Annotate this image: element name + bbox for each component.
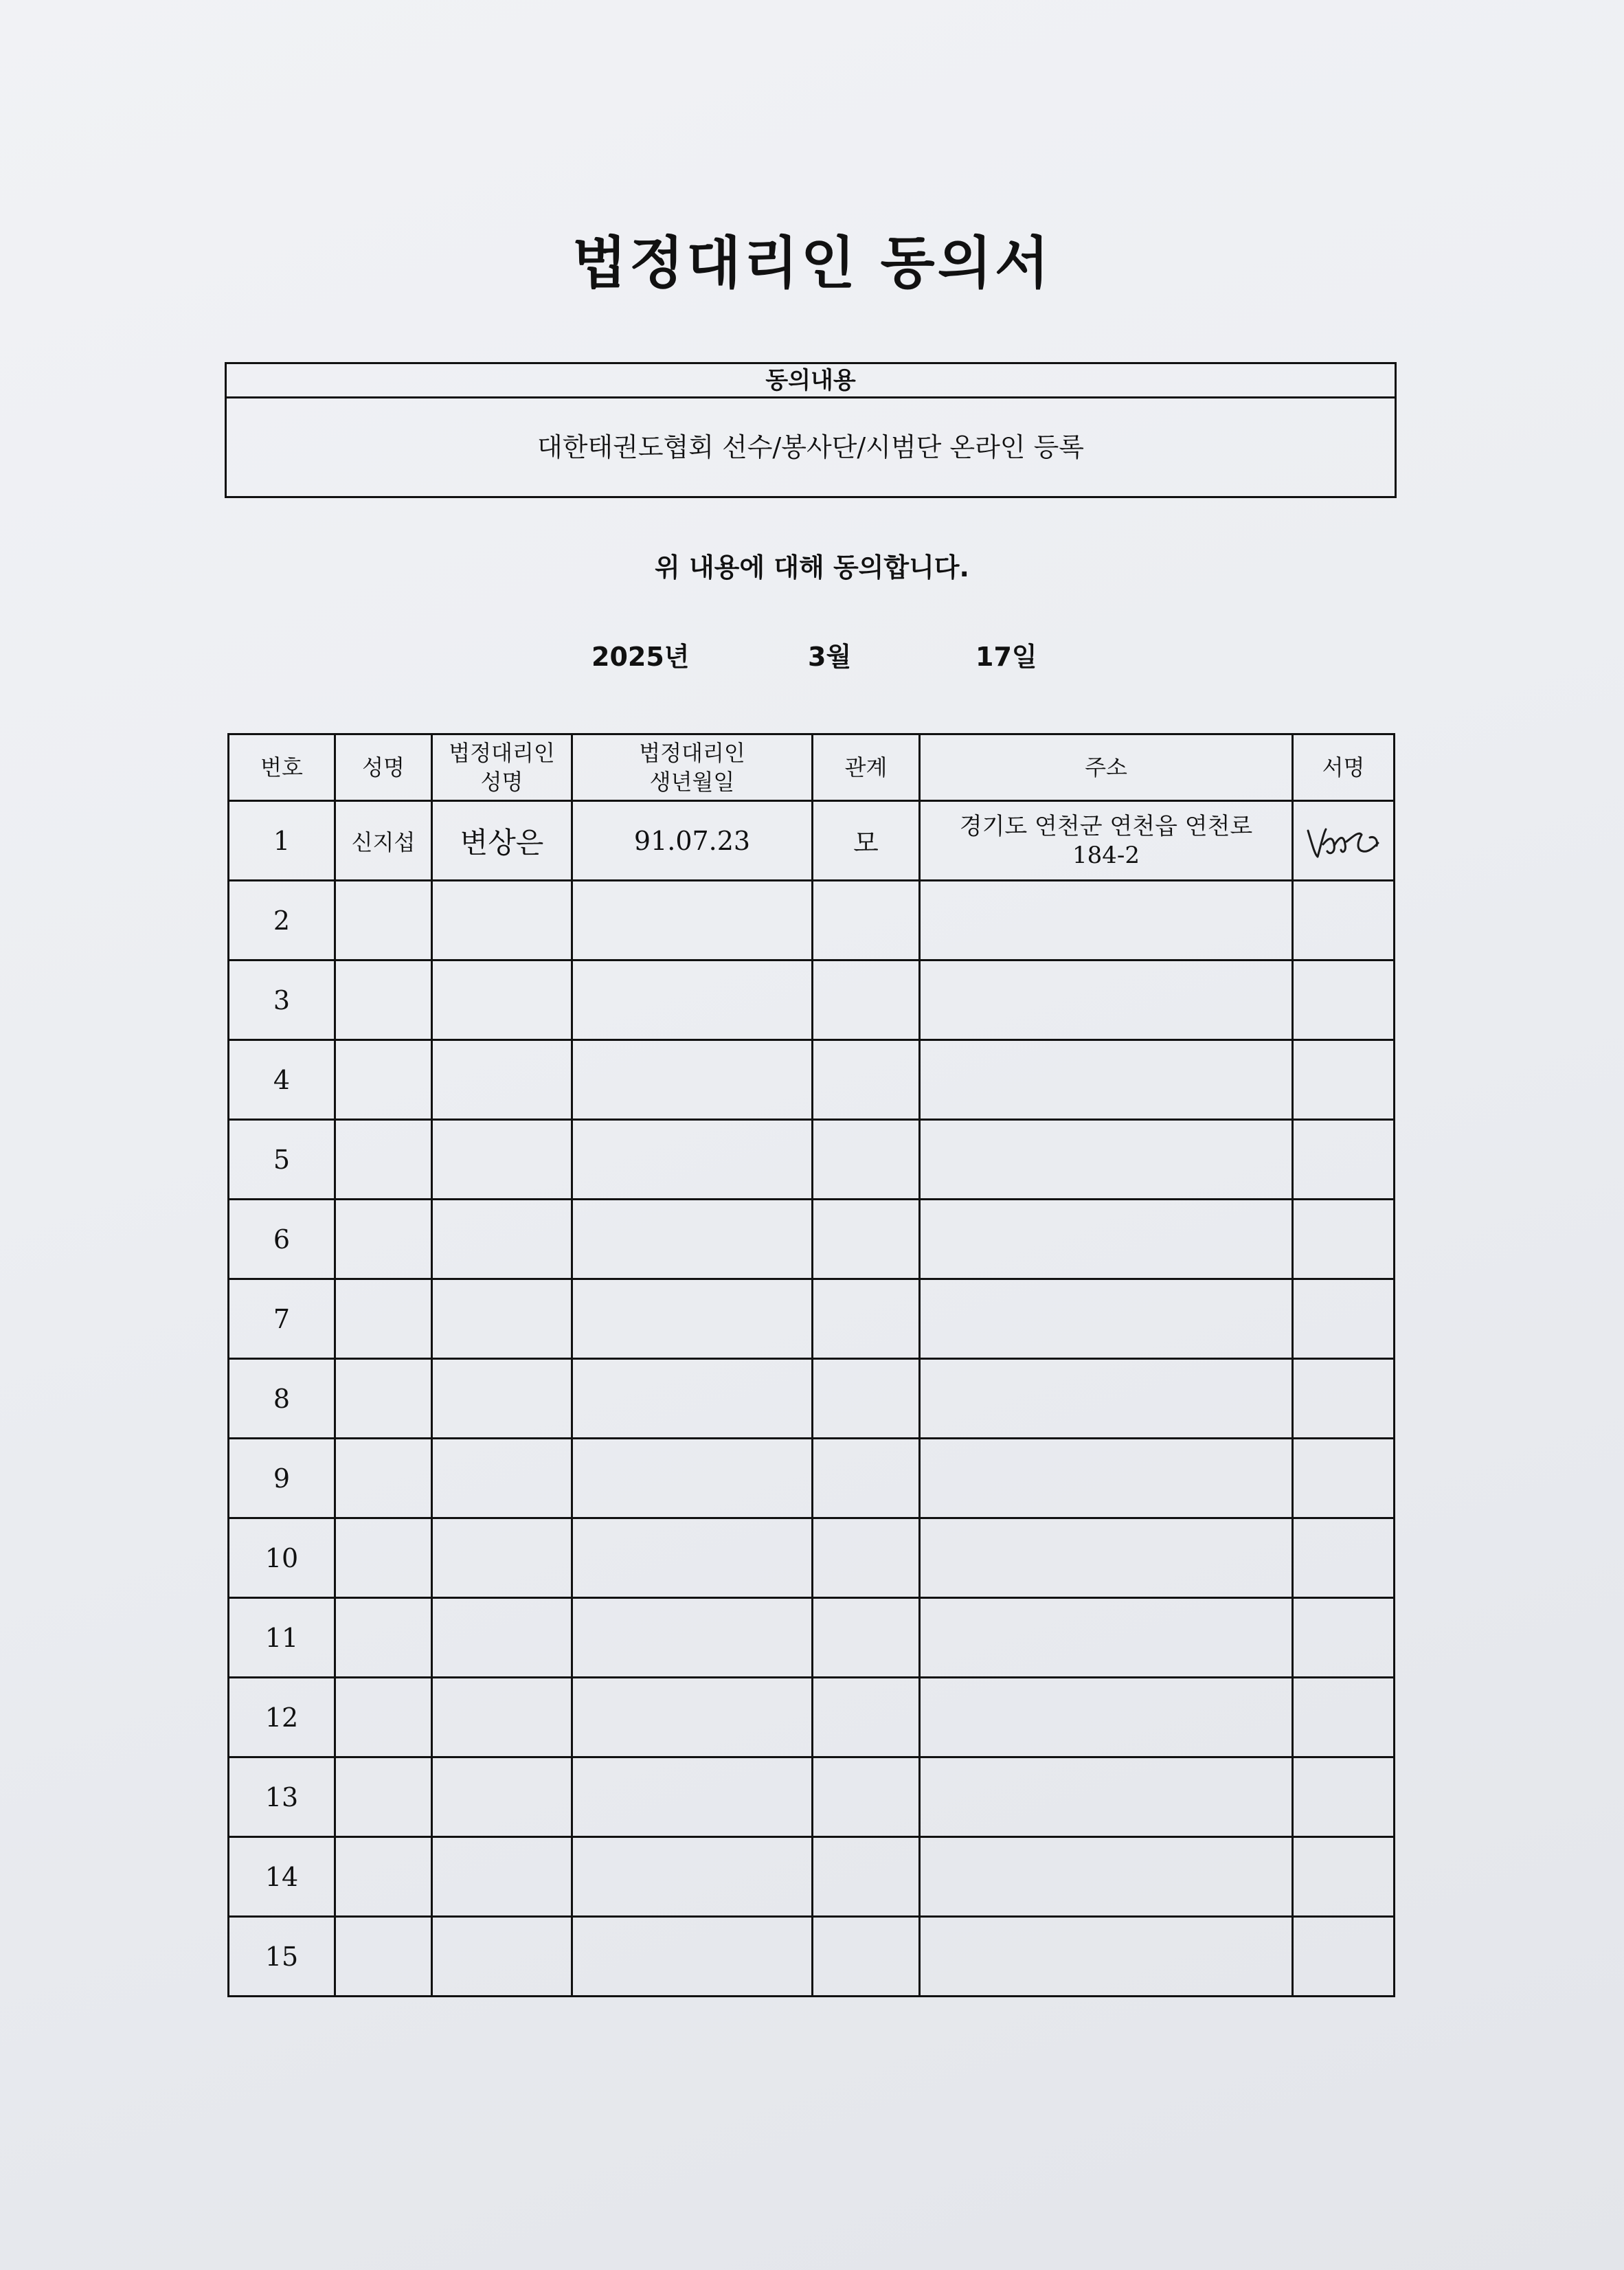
row-name — [335, 1439, 432, 1518]
row-name — [335, 960, 432, 1040]
date-year: 2025년 — [591, 642, 690, 672]
consent-box — [225, 362, 1397, 498]
table-header-row — [229, 734, 1395, 801]
header-signature: 서명 — [1293, 734, 1395, 801]
row-guardian-name — [432, 1120, 572, 1200]
header-guardian-birth — [572, 734, 813, 801]
row-guardian-name — [432, 881, 572, 960]
row-number: 3 — [229, 960, 335, 1040]
row-guardian-birth — [572, 1040, 813, 1120]
row-signature — [1293, 1757, 1395, 1837]
row-relation — [813, 1837, 920, 1917]
row-name — [335, 1917, 432, 1997]
row-number: 8 — [229, 1359, 335, 1439]
row-signature — [1293, 801, 1395, 881]
row-guardian-birth — [572, 881, 813, 960]
row-number: 11 — [229, 1598, 335, 1678]
row-number: 5 — [229, 1120, 335, 1200]
header-number: 번호 — [229, 734, 335, 801]
table-row — [229, 960, 1395, 1040]
row-guardian-name — [432, 1917, 572, 1997]
row-name — [335, 881, 432, 960]
header-address: 주소 — [920, 734, 1293, 801]
row-name — [335, 1678, 432, 1757]
row-number: 12 — [229, 1678, 335, 1757]
row-guardian-birth — [572, 1120, 813, 1200]
row-guardian-name — [432, 1837, 572, 1917]
date-day: 17일 — [975, 642, 1037, 672]
row-guardian-name — [432, 1040, 572, 1120]
row-number: 10 — [229, 1518, 335, 1598]
table-row — [229, 1917, 1395, 1997]
row-number: 6 — [229, 1200, 335, 1279]
header-guardian-name-line1: 법정대리인 — [449, 740, 555, 766]
row-relation — [813, 960, 920, 1040]
row-signature — [1293, 1040, 1395, 1120]
table-row — [229, 1439, 1395, 1518]
guardian-roster-table — [227, 733, 1395, 1997]
row-guardian-name — [432, 1279, 572, 1359]
row-relation — [813, 1518, 920, 1598]
row-address — [920, 1598, 1293, 1678]
table-body — [229, 801, 1395, 1997]
row-guardian-birth — [572, 1518, 813, 1598]
row-number: 14 — [229, 1837, 335, 1917]
row-name — [335, 1200, 432, 1279]
agreement-statement: 위 내용에 대해 동의합니다. — [655, 552, 969, 583]
row-guardian-name — [432, 1200, 572, 1279]
row-name — [335, 1518, 432, 1598]
row-signature — [1293, 960, 1395, 1040]
row-signature — [1293, 1598, 1395, 1678]
row-signature — [1293, 1439, 1395, 1518]
row-address — [920, 1439, 1293, 1518]
row-guardian-name — [432, 1757, 572, 1837]
row-address — [920, 881, 1293, 960]
row-signature — [1293, 1120, 1395, 1200]
row-relation — [813, 1200, 920, 1279]
row-guardian-name — [432, 960, 572, 1040]
row-number: 7 — [229, 1279, 335, 1359]
row-guardian-birth — [572, 1200, 813, 1279]
row-guardian-name: 변상은 — [432, 801, 572, 881]
row-name — [335, 1598, 432, 1678]
row-relation — [813, 1279, 920, 1359]
row-address — [920, 960, 1293, 1040]
row-number: 15 — [229, 1917, 335, 1997]
row-address — [920, 1120, 1293, 1200]
row-name — [335, 1120, 432, 1200]
row-name — [335, 1040, 432, 1120]
row-relation — [813, 1040, 920, 1120]
consent-header: 동의내용 — [227, 364, 1395, 398]
row-guardian-name — [432, 1598, 572, 1678]
table-row — [229, 1837, 1395, 1917]
header-guardian-name — [432, 734, 572, 801]
row-guardian-birth — [572, 1439, 813, 1518]
row-address-line2: 184-2 — [1072, 841, 1140, 869]
row-number: 13 — [229, 1757, 335, 1837]
table-row — [229, 1678, 1395, 1757]
table-row — [229, 1200, 1395, 1279]
row-relation: 모 — [813, 801, 920, 881]
row-guardian-name — [432, 1678, 572, 1757]
row-guardian-birth — [572, 960, 813, 1040]
row-signature — [1293, 881, 1395, 960]
row-address — [920, 801, 1293, 881]
table-row — [229, 1120, 1395, 1200]
row-name — [335, 1757, 432, 1837]
row-signature — [1293, 1678, 1395, 1757]
handwritten-signature — [1302, 817, 1385, 865]
table-row — [229, 881, 1395, 960]
header-name: 성명 — [335, 734, 432, 801]
row-guardian-name — [432, 1359, 572, 1439]
row-guardian-birth: 91.07.23 — [572, 801, 813, 881]
document-title: 법정대리인 동의서 — [572, 231, 1052, 296]
row-guardian-birth — [572, 1757, 813, 1837]
row-address — [920, 1757, 1293, 1837]
row-address — [920, 1837, 1293, 1917]
row-signature — [1293, 1837, 1395, 1917]
row-signature — [1293, 1917, 1395, 1997]
row-signature — [1293, 1200, 1395, 1279]
row-signature — [1293, 1279, 1395, 1359]
row-relation — [813, 1678, 920, 1757]
row-name — [335, 1279, 432, 1359]
header-guardian-birth-line1: 법정대리인 — [639, 740, 745, 766]
row-address — [920, 1200, 1293, 1279]
row-name — [335, 1837, 432, 1917]
header-guardian-birth-line2: 생년월일 — [649, 769, 735, 795]
row-guardian-birth — [572, 1837, 813, 1917]
table-row — [229, 801, 1395, 881]
row-relation — [813, 1757, 920, 1837]
header-relation: 관계 — [813, 734, 920, 801]
row-guardian-birth — [572, 1359, 813, 1439]
row-name: 신지섭 — [335, 801, 432, 881]
row-address — [920, 1917, 1293, 1997]
row-number: 1 — [229, 801, 335, 881]
table-row — [229, 1518, 1395, 1598]
date-month: 3월 — [808, 642, 852, 672]
table-row — [229, 1279, 1395, 1359]
row-relation — [813, 1598, 920, 1678]
row-address — [920, 1359, 1293, 1439]
row-address — [920, 1678, 1293, 1757]
consent-content: 대한태권도협회 선수/봉사단/시범단 온라인 등록 — [537, 432, 1084, 462]
row-name — [335, 1359, 432, 1439]
row-guardian-birth — [572, 1678, 813, 1757]
row-relation — [813, 1359, 920, 1439]
row-number: 2 — [229, 881, 335, 960]
row-signature — [1293, 1359, 1395, 1439]
row-address — [920, 1040, 1293, 1120]
row-relation — [813, 1120, 920, 1200]
row-address — [920, 1279, 1293, 1359]
table-row — [229, 1040, 1395, 1120]
row-address — [920, 1518, 1293, 1598]
row-guardian-birth — [572, 1279, 813, 1359]
row-guardian-name — [432, 1518, 572, 1598]
header-guardian-name-line2: 성명 — [480, 769, 523, 795]
row-number: 9 — [229, 1439, 335, 1518]
table-row — [229, 1757, 1395, 1837]
row-number: 4 — [229, 1040, 335, 1120]
row-address-line1: 경기도 연천군 연천읍 연천로 — [959, 812, 1253, 840]
table-row — [229, 1598, 1395, 1678]
row-relation — [813, 1439, 920, 1518]
row-guardian-birth — [572, 1917, 813, 1997]
row-relation — [813, 881, 920, 960]
row-guardian-name — [432, 1439, 572, 1518]
table-row — [229, 1359, 1395, 1439]
row-signature — [1293, 1518, 1395, 1598]
row-guardian-birth — [572, 1598, 813, 1678]
row-relation — [813, 1917, 920, 1997]
